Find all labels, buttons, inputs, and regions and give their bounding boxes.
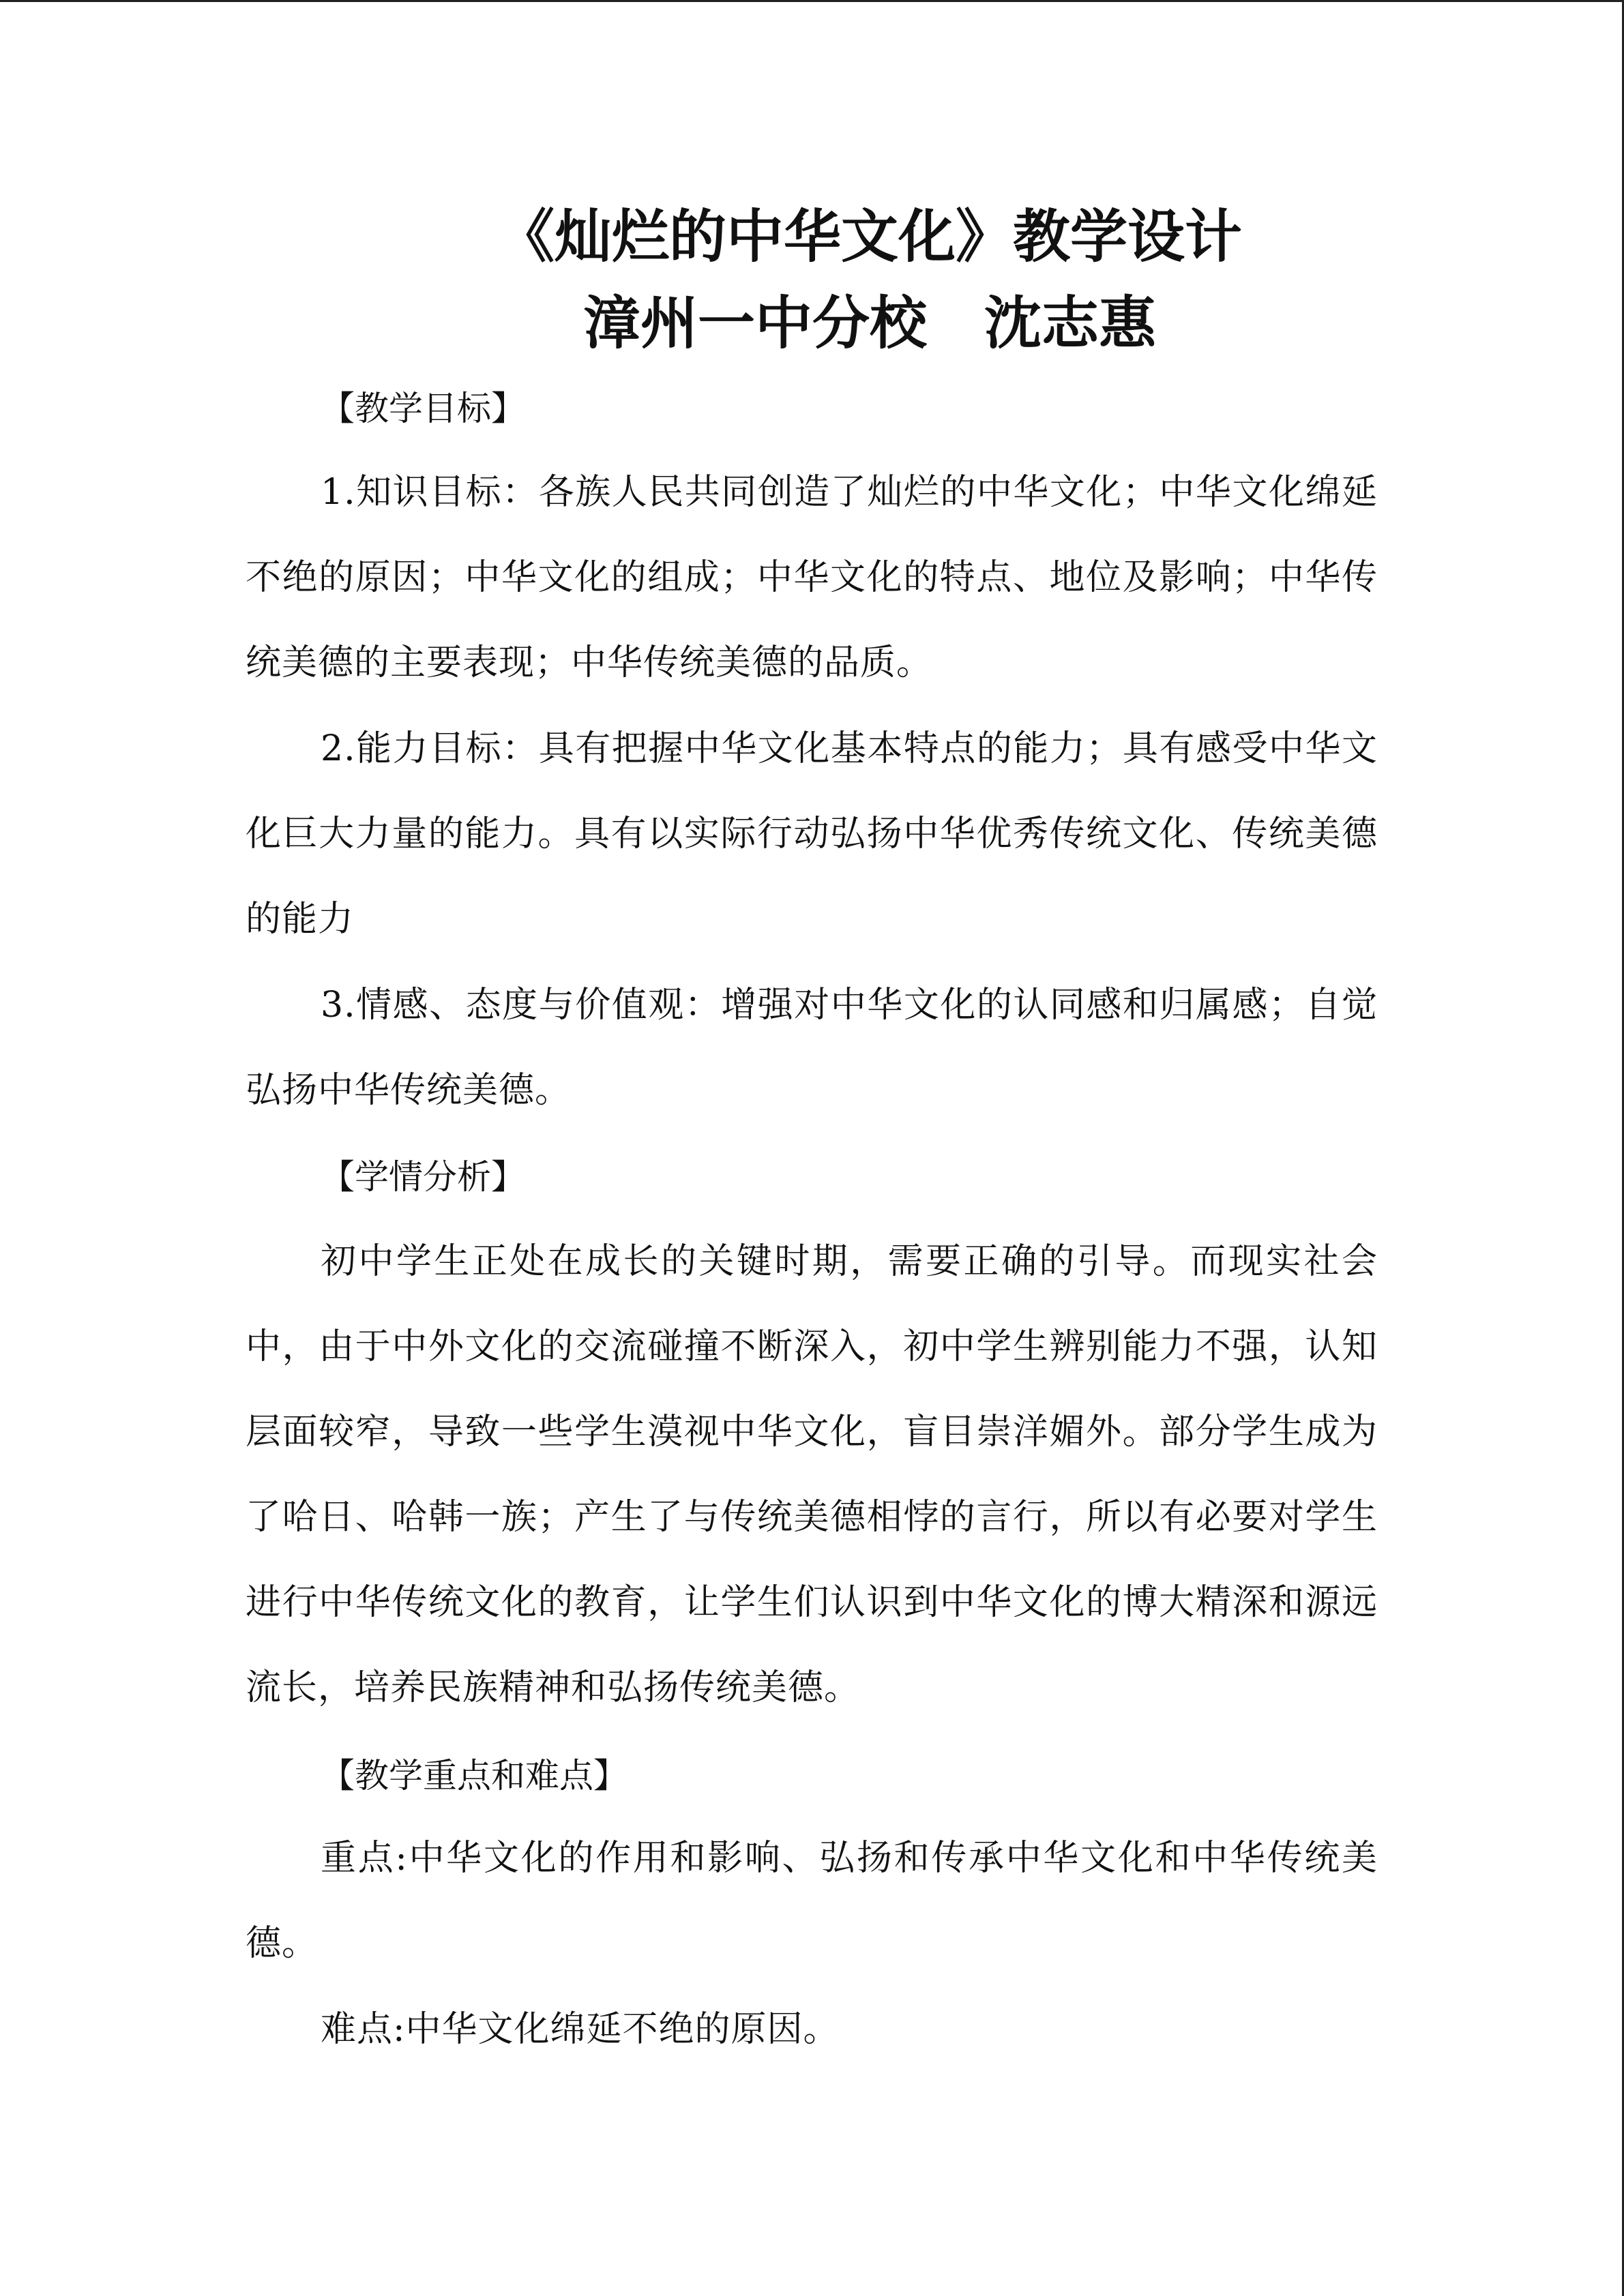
section-heading-analysis: 【学情分析】	[321, 1157, 525, 1197]
paragraph-key-point: 重点:中华文化的作用和影响、弘扬和传承中华文化和中华传统美德。	[246, 1838, 1378, 1964]
page-border-top	[0, 0, 1624, 2]
section-heading-key-points: 【教学重点和难点】	[321, 1756, 628, 1795]
author-line: 漳州一中分校 沈志惠	[582, 289, 1156, 357]
document-title: 《灿烂的中华文化》教学设计	[497, 203, 1242, 270]
paragraph-emotion-objective: 3.情感、态度与价值观：增强对中华文化的认同感和归属感；自觉弘扬中华传统美德。	[246, 985, 1378, 1111]
paragraph-difficult-point: 难点:中华文化绵延不绝的原因。	[321, 2009, 840, 2050]
paragraph-student-analysis: 初中学生正处在成长的关键时期，需要正确的引导。而现实社会中，由于中外文化的交流碰撞不断深入，初中学生辨别能力不强，认知层面较窄，导致一些学生漠视中华文化，盲目崇洋媚外。部分学生成为了哈日、哈韩一族；产生了与传统美德相悖的言行，所以有必要对学生进行中华传统文化的教育，让学生们认识到中华文化的博大精深和源远流长，培养民族精神和弘扬传统美德。	[246, 1241, 1378, 1708]
section-heading-objectives: 【教学目标】	[321, 389, 525, 428]
paragraph-ability-objective: 2.能力目标：具有把握中华文化基本特点的能力；具有感受中华文化巨大力量的能力。具有以实际行动弘扬中华优秀传统文化、传统美德的能力	[246, 728, 1378, 940]
paragraph-knowledge-objective: 1.知识目标：各族人民共同创造了灿烂的中华文化；中华文化绵延不绝的原因；中华文化的组成；中华文化的特点、地位及影响；中华传统美德的主要表现；中华传统美德的品质。	[246, 472, 1378, 683]
